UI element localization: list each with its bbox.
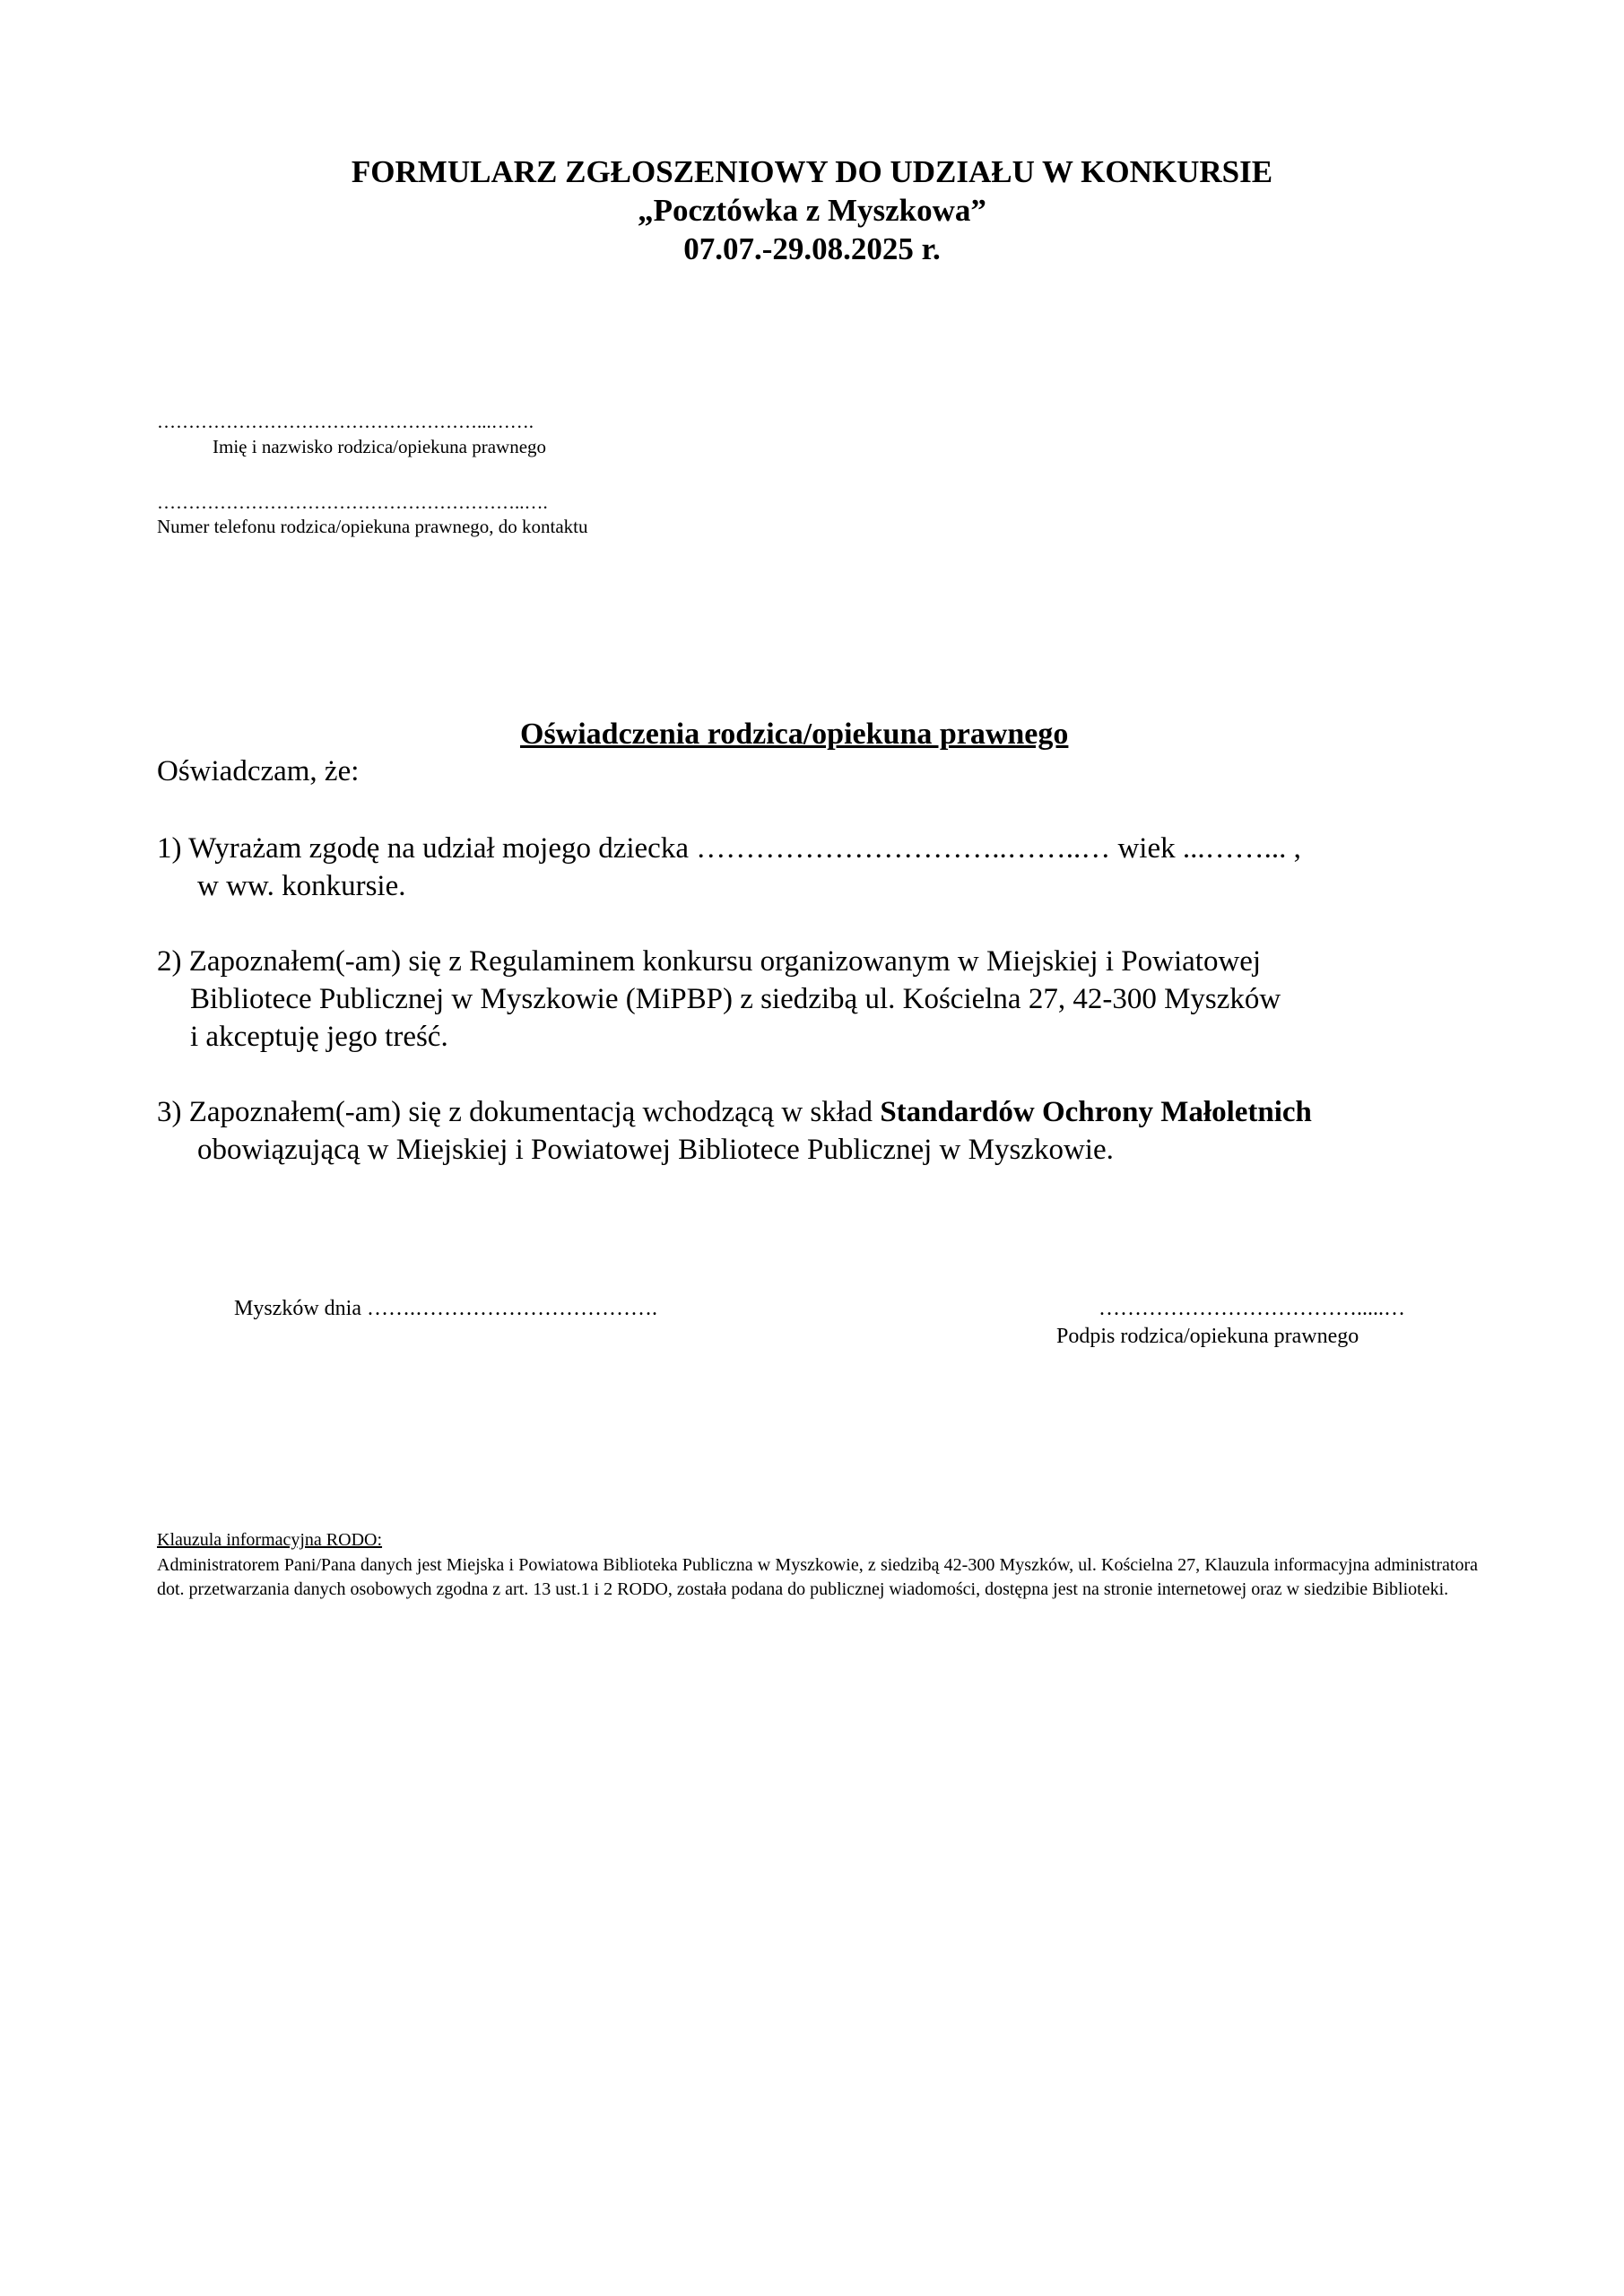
declaration-1-line-1[interactable]: 1) Wyrażam zgodę na udział mojego dziecka …………………………..……..… wiek ...……... , (157, 832, 1301, 865)
place-date-field[interactable]: Myszków dnia …….……………………………. (234, 1297, 657, 1320)
rodo-heading: Klauzula informacyjna RODO: (157, 1530, 383, 1550)
declaration-2-line-2: Bibliotece Publicznej w Myszkowie (MiPBP) z siedzibą ul. Kościelna 27, 42-300 Myszków (190, 983, 1281, 1015)
declarations-heading: Oświadczenia rodzica/opiekuna prawnego (520, 718, 1069, 751)
declaration-3-line-2: obowiązującą w Miejskiej i Powiatowej Bibliotece Publicznej w Myszkowie. (197, 1134, 1114, 1166)
declaration-3-bold: Standardów Ochrony Małoletnich (880, 1096, 1312, 1128)
declaration-3-line-1 (157, 1096, 1312, 1129)
form-title: FORMULARZ ZGŁOSZENIOWY DO UDZIAŁU W KONKURSIE (351, 154, 1273, 189)
declaration-2-line-3: i akceptuję jego treść. (190, 1021, 448, 1053)
parent-phone-caption: Numer telefonu rodzica/opiekuna prawnego, do kontaktu (157, 516, 588, 537)
contest-dates: 07.07.-29.08.2025 r. (683, 231, 941, 266)
declaration-2-line-1: 2) Zapoznałem(-am) się z Regulaminem konkursu organizowanym w Miejskiej i Powiatowej (157, 945, 1262, 978)
contest-name: „Pocztówka z Myszkowa” (638, 193, 986, 228)
parent-phone-field[interactable]: …………………………………………………..…. (157, 491, 548, 513)
rodo-body: Administratorem Pani/Pana danych jest Miejska i Powiatowa Biblioteka Publiczna w Myszkowie, z siedzibą 42-300 Myszków, ul. Kościelna 27, Klauzula informacyjna administratora dot. przetwarzania danych osobowych zgodna z art. 13 ust.1 i 2 RODO, została podana do publicznej wiadomości, dostępna jest na stronie internetowej oraz w siedzibie Biblioteki. (157, 1555, 1478, 1599)
declarations-intro: Oświadczam, że: (157, 755, 360, 787)
declaration-3-prefix: 3) Zapoznałem(-am) się z dokumentacją wchodzącą w skład (157, 1096, 881, 1128)
signature-caption: Podpis rodzica/opiekuna prawnego (1056, 1325, 1359, 1348)
parent-name-field[interactable]: ……………………………………………...……. (157, 411, 534, 432)
signature-field[interactable]: ……………………………….....… (1099, 1297, 1405, 1320)
parent-name-caption: Imię i nazwisko rodzica/opiekuna prawnego (213, 436, 547, 457)
declaration-1-line-2: w ww. konkursie. (197, 870, 406, 902)
